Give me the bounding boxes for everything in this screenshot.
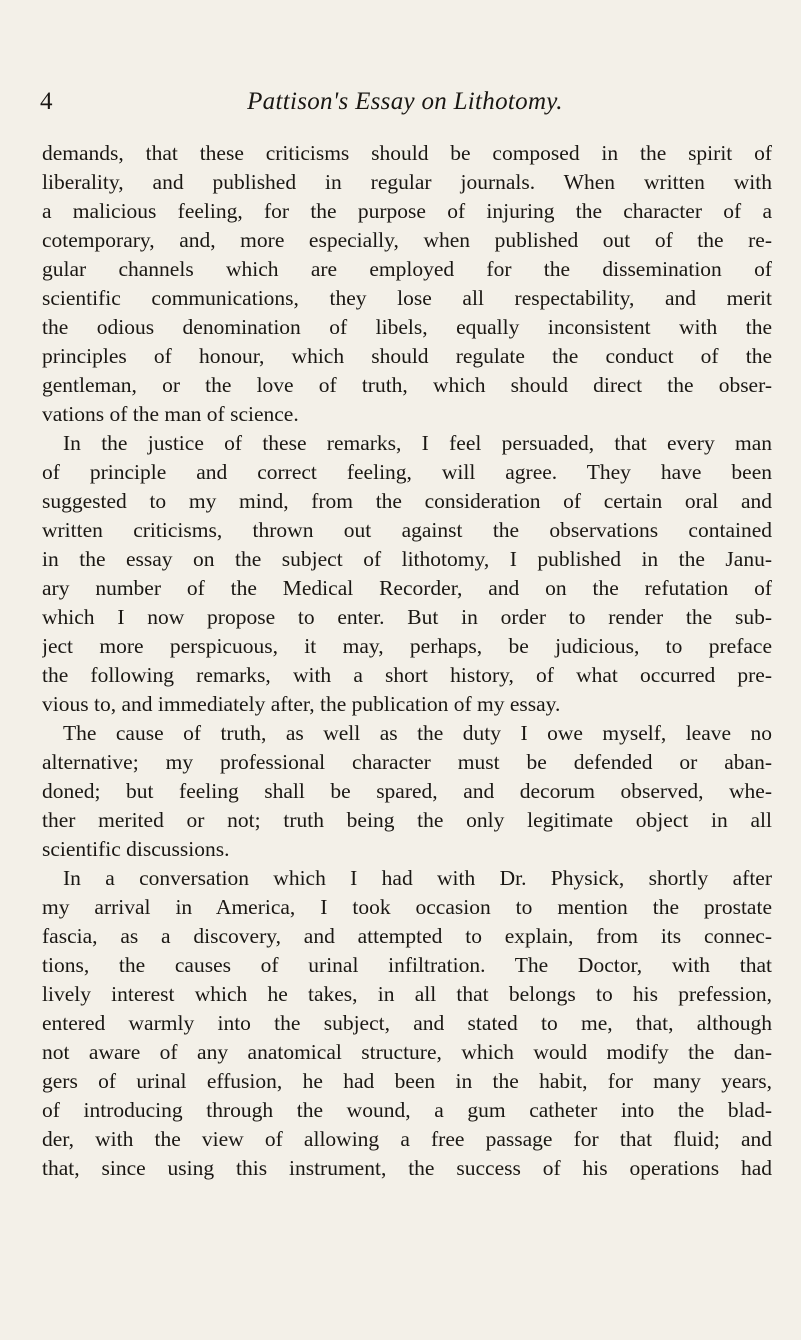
text-line: alternative; my professional character must be defended or aban- [42,750,772,774]
text-line: not aware of any anatomical structure, which would modify the dan- [42,1040,772,1064]
text-line: my arrival in America, I took occasion to mention the prostate [42,895,772,919]
page-number: 4 [40,88,53,115]
text-line: In a conversation which I had with Dr. Physick, shortly after [63,866,772,890]
text-line: vious to, and immediately after, the publication of my essay. [42,692,561,716]
text-line: of principle and correct feeling, will agree. They have been [42,460,772,484]
text-line: gers of urinal effusion, he had been in the habit, for many years, [42,1069,772,1093]
running-title: Pattison's Essay on Lithotomy. [247,88,563,115]
text-line: In the justice of these remarks, I feel persuaded, that every man [63,431,772,455]
text-line: the following remarks, with a short history, of what occurred pre- [42,663,772,687]
text-line: a malicious feeling, for the purpose of injuring the character of a [42,199,772,223]
text-line: vations of the man of science. [42,402,299,426]
text-line: suggested to my mind, from the consideration of certain oral and [42,489,772,513]
text-line: lively interest which he takes, in all that belongs to his prefession, [42,982,772,1006]
text-line: that, since using this instrument, the success of his operations had [42,1156,772,1180]
text-line: which I now propose to enter. But in order to render the sub- [42,605,772,629]
text-line: der, with the view of allowing a free passage for that fluid; and [42,1127,772,1151]
body-text [42,139,772,1183]
text-line: ary number of the Medical Recorder, and on the refutation of [42,576,772,600]
text-line: demands, that these criticisms should be composed in the spirit of [42,141,772,165]
text-line: doned; but feeling shall be spared, and decorum observed, whe- [42,779,772,803]
text-line: of introducing through the wound, a gum catheter into the blad- [42,1098,772,1122]
text-line: entered warmly into the subject, and stated to me, that, although [42,1011,772,1035]
text-line: scientific communications, they lose all respectability, and merit [42,286,772,310]
text-line: cotemporary, and, more especially, when published out of the re- [42,228,772,252]
text-line: tions, the causes of urinal infiltration. The Doctor, with that [42,953,772,977]
text-line: principles of honour, which should regulate the conduct of the [42,344,772,368]
text-line: written criticisms, thrown out against the observations contained [42,518,772,542]
text-line: The cause of truth, as well as the duty I owe myself, leave no [63,721,772,745]
text-line: the odious denomination of libels, equally inconsistent with the [42,315,772,339]
text-line: scientific discussions. [42,837,230,861]
text-line: gular channels which are employed for the dissemination of [42,257,772,281]
text-line: gentleman, or the love of truth, which should direct the obser- [42,373,772,397]
text-line: liberality, and published in regular journals. When written with [42,170,772,194]
text-line: in the essay on the subject of lithotomy, I published in the Janu- [42,547,772,571]
running-head [40,84,770,120]
text-line: ject more perspicuous, it may, perhaps, be judicious, to preface [42,634,772,658]
text-line: ther merited or not; truth being the only legitimate object in all [42,808,772,832]
text-line: fascia, as a discovery, and attempted to explain, from its connec- [42,924,772,948]
